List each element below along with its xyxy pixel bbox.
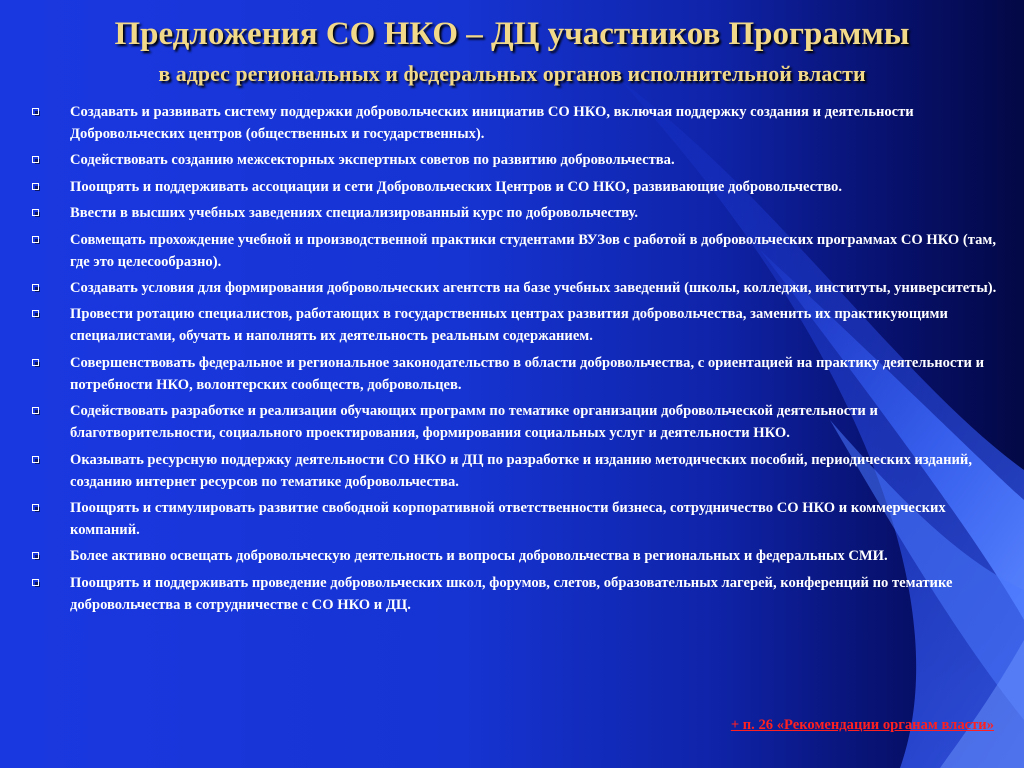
square-bullet-icon — [32, 236, 39, 243]
list-item — [32, 149, 997, 171]
square-bullet-icon — [32, 579, 39, 586]
bullet-text: Совершенствовать федеральное и региональное законодательство в области добровольчества, с ориентацией на практику деятельности и потребности НКО, волонтерских сообществ, добровольцев. — [70, 354, 985, 393]
bullet-text: Совмещать прохождение учебной и производственной практики студентами ВУЗов с работой в добровольческих программах СО НКО (там, где это целесообразно). — [70, 231, 997, 270]
list-item — [32, 101, 997, 145]
slide-subtitle: в адрес региональных и федеральных органов исполнительной власти — [158, 61, 866, 86]
bullet-text: Создавать условия для формирования добровольческих агентств на базе учебных заведений (школы, колледжи, институты, университеты). — [70, 279, 997, 296]
square-bullet-icon — [32, 504, 39, 511]
bullet-text: Ввести в высших учебных заведениях специализированный курс по добровольчеству. — [70, 205, 638, 222]
bullet-text: Оказывать ресурсную поддержку деятельности СО НКО и ДЦ по разработке и изданию методических пособий, периодических изданий, созданию интернет ресурсов по тематике добровольчества. — [70, 451, 972, 490]
list-item — [32, 572, 997, 616]
list-item — [32, 303, 997, 347]
list-item — [32, 229, 997, 273]
bullet-text: Более активно освещать добровольческую деятельность и вопросы добровольчества в региональных и федеральных СМИ. — [70, 548, 888, 565]
square-bullet-icon — [32, 310, 39, 317]
list-item — [32, 400, 997, 444]
reference-link[interactable]: + п. 26 «Рекомендации органам власти» — [730, 717, 994, 733]
square-bullet-icon — [32, 359, 39, 366]
square-bullet-icon — [32, 456, 39, 463]
square-bullet-icon — [32, 552, 39, 559]
bullet-text: Поощрять и поддерживать ассоциации и сети Добровольческих Центров и СО НКО, развивающие добровольчество. — [70, 178, 842, 195]
list-item — [32, 449, 997, 493]
bullet-text: Провести ротацию специалистов, работающих в государственных центрах развития добровольчества, заменить их практикующими специалистами, обучать и наполнять их деятельность реальным содержанием. — [70, 306, 948, 345]
list-item — [32, 176, 997, 198]
square-bullet-icon — [32, 209, 39, 216]
list-item — [32, 277, 997, 299]
list-item — [32, 202, 997, 224]
bullet-text: Создавать и развивать систему поддержки добровольческих инициатив СО НКО, включая поддержку создания и деятельности Добровольческих центров (общественных и государственных). — [70, 104, 914, 142]
square-bullet-icon — [32, 183, 39, 190]
bullet-text: Поощрять и стимулировать развитие свободной корпоративной ответственности бизнеса, сотрудничество СО НКО и коммерческих компаний. — [70, 499, 946, 538]
square-bullet-icon — [32, 108, 39, 115]
square-bullet-icon — [32, 284, 39, 291]
list-item — [32, 497, 997, 541]
square-bullet-icon — [32, 156, 39, 163]
bullet-text: Содействовать созданию межсекторных экспертных советов по развитию добровольчества. — [70, 152, 675, 169]
bullet-list — [32, 101, 997, 620]
slide-title: Предложения СО НКО – ДЦ участников Программы — [114, 16, 910, 52]
bullet-text: Поощрять и поддерживать проведение добровольческих школ, форумов, слетов, образовательных лагерей, конференций по тематике добровольчества в сотрудничестве с СО НКО и ДЦ. — [70, 574, 953, 613]
list-item — [32, 352, 997, 396]
square-bullet-icon — [32, 407, 39, 414]
bullet-text: Содействовать разработке и реализации обучающих программ по тематике организации добровольческой деятельности и благотворительности, социального проектирования, формирования социальных услуг и деятельности НКО. — [70, 403, 878, 442]
list-item — [32, 545, 997, 567]
